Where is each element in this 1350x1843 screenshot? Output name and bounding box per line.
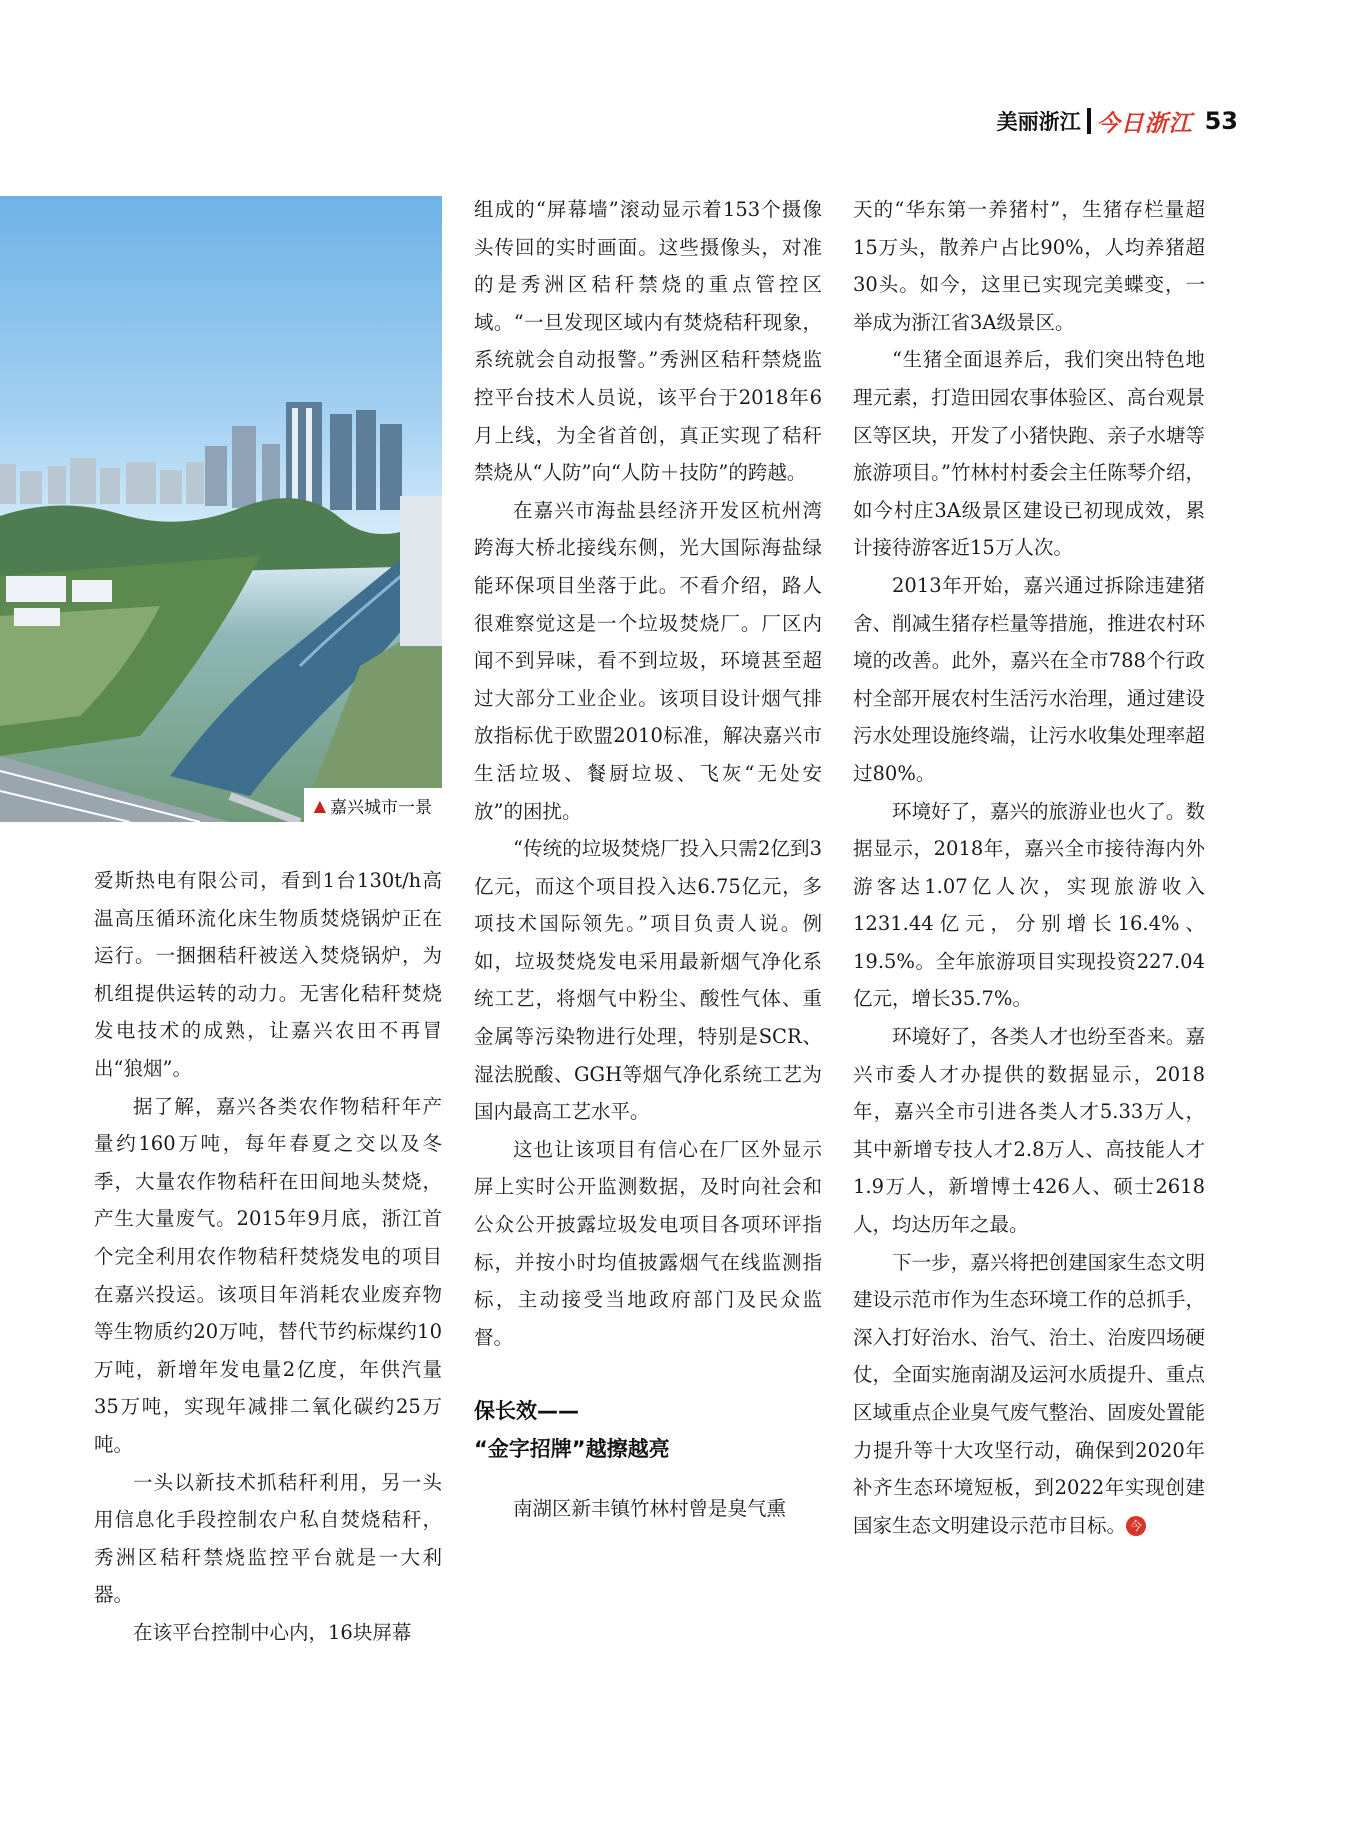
section-subheading-line-2: “金字招牌”越擦越亮: [474, 1437, 670, 1462]
article-end-icon: 今: [1126, 1516, 1146, 1536]
paragraph: 据了解，嘉兴各类农作物秸秆年产量约160万吨，每年春夏之交以及冬季，大量农作物秸秆在田间地头焚烧，产生大量废气。2015年9月底，浙江首个完全利用农作物秸秆焚烧发电的项目在嘉兴投运。该项目年消耗农业废弃物等生物质约20万吨，替代节约标煤约10万吨，新增年发电量2亿度，年供汽量35万吨，实现年减排二氧化碳约25万吨。: [94, 1094, 442, 1456]
page-header: [997, 104, 1238, 138]
section-name: 美丽浙江: [996, 110, 1081, 134]
city-skyline-illustration: [0, 196, 442, 822]
article-column-2: [474, 191, 822, 1528]
paragraph-text: 下一步，嘉兴将把创建国家生态文明建设示范市作为生态环境工作的总抓手，深入打好治水、治气、治土、治废四场硬仗，全面实施南湖及运河水质提升、重点区域重点企业臭气废气整治、固废处置能力提升等十大攻坚行动，确保到2020年补齐生态环境短板，到2022年实现创建国家生态文明建设示范市目标。: [853, 1250, 1205, 1537]
paragraph: “传统的垃圾焚烧厂投入只需2亿到3亿元，而这个项目投入达6.75亿元，多项技术国际领先。”项目负责人说。例如，垃圾焚烧发电采用最新烟气净化系统工艺，将烟气中粉尘、酸性气体、重金属等污染物进行处理，特别是SCR、湿法脱酸、GGH等烟气净化系统工艺为国内最高工艺水平。: [474, 837, 822, 1124]
city-photo: [0, 196, 442, 822]
paragraph: 环境好了，嘉兴的旅游业也火了。数据显示，2018年，嘉兴全市接待海内外游客达1.07亿人次，实现旅游收入1231.44亿元，分别增长16.4%、19.5%。全年旅游项目实现投资227.04亿元，增长35.7%。: [853, 799, 1205, 1011]
paragraph: “生猪全面退养后，我们突出特色地理元素，打造田园农事体验区、高台观景区等区块，开发了小猪快跑、亲子水塘等旅游项目。”竹林村村委会主任陈琴介绍，如今村庄3A级景区建设已初现成效，累计接待游客近15万人次。: [853, 348, 1205, 560]
paragraph: 南湖区新丰镇竹林村曾是臭气熏: [513, 1497, 787, 1521]
page-number: 53: [1204, 107, 1238, 135]
section-subheading-line-1: 保长效——: [474, 1399, 579, 1424]
paragraph: [853, 1244, 1205, 1545]
caption-triangle-icon: ▲: [313, 795, 326, 815]
article-column-1: [94, 862, 442, 1651]
paragraph: 这也让该项目有信心在厂区外显示屏上实时公开监测数据，及时向社会和公众公开披露垃圾发电项目各项环评指标，并按小时均值披露烟气在线监测指标，主动接受当地政府部门及民众监督。: [474, 1137, 822, 1349]
article-column-3: [853, 191, 1205, 1544]
paragraph: 2013年开始，嘉兴通过拆除违建猪舍、削减生猪存栏量等措施，推进农村环境的改善。此外，嘉兴在全市788个行政村全部开展农村生活污水治理，通过建设污水处理设施终端，让污水收集处理率超过80%。: [853, 573, 1205, 785]
magazine-logo: 今日浙江: [1096, 110, 1193, 137]
paragraph: 一头以新技术抓秸秆利用，另一头用信息化手段控制农户私自焚烧秸秆，秀洲区秸秆禁烧监控平台就是一大利器。: [94, 1470, 442, 1607]
header-divider: [1087, 108, 1091, 134]
paragraph: 环境好了，各类人才也纷至沓来。嘉兴市委人才办提供的数据显示，2018年，嘉兴全市引进各类人才5.33万人，其中新增专技人才2.8万人、高技能人才1.9万人，新增博士426人、硕士2618人，均达历年之最。: [853, 1025, 1205, 1237]
photo-caption: [304, 788, 442, 822]
caption-text: 嘉兴城市一景: [330, 797, 432, 818]
paragraph: 在该平台控制中心内，16块屏幕: [133, 1620, 412, 1644]
paragraph: 在嘉兴市海盐县经济开发区杭州湾跨海大桥北接线东侧，光大国际海盐绿能环保项目坐落于此。不看介绍，路人很难察觉这是一个垃圾焚烧厂。厂区内闻不到异味，看不到垃圾，环境甚至超过大部分工业企业。该项目设计烟气排放指标优于欧盟2010标准，解决嘉兴市生活垃圾、餐厨垃圾、飞灰“无处安放”的困扰。: [474, 498, 822, 823]
paragraph: 爱斯热电有限公司，看到1台130t/h高温高压循环流化床生物质焚烧锅炉正在运行。一捆捆秸秆被送入焚烧锅炉，为机组提供运转的动力。无害化秸秆焚烧发电技术的成熟，让嘉兴农田不再冒出“狼烟”。: [94, 869, 442, 1080]
paragraph: 组成的“屏幕墙”滚动显示着153个摄像头传回的实时画面。这些摄像头，对准的是秀洲区秸秆禁烧的重点管控区域。“一旦发现区域内有焚烧秸秆现象，系统就会自动报警。”秀洲区秸秆禁烧监控平台技术人员说，该平台于2018年6月上线，为全省首创，真正实现了秸秆禁烧从“人防”向“人防＋技防”的跨越。: [474, 198, 822, 485]
paragraph: 天的“华东第一养猪村”，生猪存栏量超15万头，散养户占比90%，人均养猪超30头。如今，这里已实现完美蝶变，一举成为浙江省3A级景区。: [853, 198, 1205, 334]
